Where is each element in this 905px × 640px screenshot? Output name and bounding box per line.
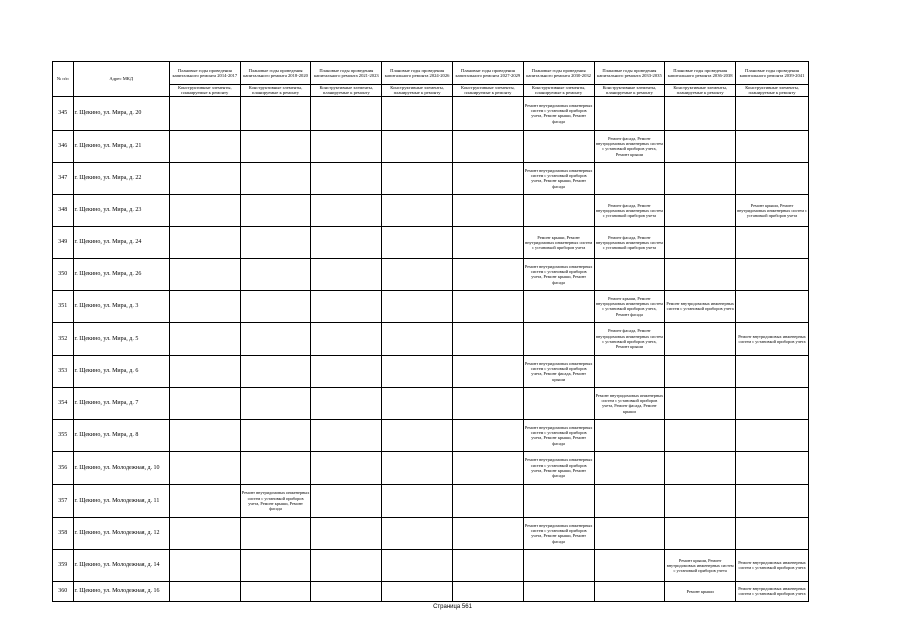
repair-cell: [523, 549, 594, 581]
repair-cell: Ремонт внутридомовых инженерных систем с установкой приборов учета, Ремонт крыши, Ремонт фасада: [240, 484, 311, 517]
row-number: 351: [53, 290, 74, 322]
header-subtitle: Конструктивные элементы, планируемые к ремонту: [594, 85, 665, 97]
repair-cell: Ремонт внутридомовых инженерных систем с установкой приборов учета, Ремонт фасада, Ремонт крыши: [594, 387, 665, 419]
repair-cell: [311, 226, 382, 258]
repair-cell: [665, 451, 736, 484]
header-subtitle: Конструктивные элементы, планируемые к ремонту: [665, 85, 736, 97]
repair-cell: [452, 290, 523, 322]
repair-cell: [665, 484, 736, 517]
repair-cell: Ремонт фасада, Ремонт внутридомовых инженерных систем с установкой приборов учета, Ремонт крыши: [594, 322, 665, 355]
header-period: Плановые годы проведения капитального ремонта 2027-2029: [452, 62, 523, 85]
page-number: Страница 561: [433, 604, 472, 610]
repair-cell: [452, 322, 523, 355]
header-subtitle: Конструктивные элементы, планируемые к ремонту: [452, 85, 523, 97]
repair-cell: [311, 130, 382, 162]
repair-cell: [382, 130, 453, 162]
repair-cell: [736, 226, 809, 258]
repair-cell: [311, 322, 382, 355]
repair-cell: [452, 484, 523, 517]
row-address: г. Щекино, ул. Молодежная, д. 14: [73, 549, 169, 581]
repair-cell: [382, 290, 453, 322]
row-number: 346: [53, 130, 74, 162]
repair-cell: [665, 226, 736, 258]
repair-cell: [240, 194, 311, 226]
repair-cell: Ремонт внутридомовых инженерных систем с установкой приборов учета, Ремонт крыши, Ремонт фасада: [523, 96, 594, 130]
repair-cell: [382, 355, 453, 387]
repair-cell: [665, 355, 736, 387]
repair-cell: Ремонт внутридомовых инженерных систем с установкой приборов учета, Ремонт крыши, Ремонт фасада: [523, 517, 594, 549]
repair-cell: Ремонт крыши: [665, 581, 736, 601]
repair-cell: [382, 581, 453, 601]
repair-cell: Ремонт внутридомовых инженерных систем с установкой приборов учета, Ремонт крыши, Ремонт фасада: [523, 419, 594, 451]
repair-cell: [169, 130, 240, 162]
repair-cell: Ремонт крыши, Ремонт внутридомовых инженерных систем с установкой приборов учета: [523, 226, 594, 258]
row-address: г. Щекино, ул. Мира, д. 5: [73, 322, 169, 355]
repair-cell: [382, 517, 453, 549]
table-row: [53, 194, 809, 226]
capital-repair-table: [52, 61, 809, 602]
repair-cell: [169, 322, 240, 355]
repair-cell: [452, 419, 523, 451]
repair-cell: [452, 226, 523, 258]
row-number: 354: [53, 387, 74, 419]
row-number: 350: [53, 258, 74, 290]
repair-cell: Ремонт внутридомовых инженерных систем с установкой приборов учета, Ремонт крыши, Ремонт фасада: [523, 258, 594, 290]
repair-cell: [452, 194, 523, 226]
row-number: 352: [53, 322, 74, 355]
repair-cell: Ремонт внутридомовых инженерных систем с установкой приборов учета: [736, 581, 809, 601]
header-subtitle: Конструктивные элементы, планируемые к ремонту: [382, 85, 453, 97]
repair-cell: [594, 162, 665, 194]
repair-cell: [523, 322, 594, 355]
repair-cell: [382, 387, 453, 419]
repair-cell: [736, 162, 809, 194]
repair-cell: Ремонт крыши, Ремонт внутридомовых инженерных систем с установкой приборов учета: [665, 549, 736, 581]
repair-cell: [665, 419, 736, 451]
repair-cell: [736, 517, 809, 549]
header-subtitle: Конструктивные элементы, планируемые к ремонту: [523, 85, 594, 97]
repair-cell: Ремонт фасада, Ремонт внутридомовых инженерных систем с установкой приборов учета: [594, 226, 665, 258]
row-address: г. Щекино, ул. Молодежная, д. 16: [73, 581, 169, 601]
header-address: Адрес МКД: [73, 62, 169, 97]
repair-cell: [311, 355, 382, 387]
repair-cell: [665, 96, 736, 130]
repair-cell: [240, 419, 311, 451]
table-row: [53, 581, 809, 601]
repair-cell: [240, 549, 311, 581]
repair-cell: [382, 322, 453, 355]
repair-cell: [311, 451, 382, 484]
repair-cell: [311, 162, 382, 194]
row-number: 353: [53, 355, 74, 387]
repair-cell: [311, 96, 382, 130]
repair-cell: [452, 355, 523, 387]
repair-cell: [736, 355, 809, 387]
table-row: [53, 387, 809, 419]
row-address: г. Щекино, ул. Мира, д. 22: [73, 162, 169, 194]
repair-cell: [665, 130, 736, 162]
repair-cell: [382, 162, 453, 194]
repair-cell: [169, 451, 240, 484]
repair-cell: [736, 290, 809, 322]
repair-cell: Ремонт внутридомовых инженерных систем с установкой приборов учета, Ремонт фасада, Ремонт крыши: [523, 355, 594, 387]
repair-cell: [240, 162, 311, 194]
table-row: [53, 226, 809, 258]
repair-cell: [311, 258, 382, 290]
repair-cell: [594, 451, 665, 484]
repair-cell: Ремонт внутридомовых инженерных систем с установкой приборов учета, Ремонт крыши, Ремонт фасада: [523, 451, 594, 484]
row-address: г. Щекино, ул. Мира, д. 7: [73, 387, 169, 419]
repair-cell: [594, 419, 665, 451]
header-period: Плановые годы проведения капитального ремонта 2033-2035: [594, 62, 665, 85]
repair-cell: [452, 162, 523, 194]
table-row: [53, 290, 809, 322]
row-number: 356: [53, 451, 74, 484]
header-period: Плановые годы проведения капитального ремонта 2030-2032: [523, 62, 594, 85]
row-address: г. Щекино, ул. Мира, д. 20: [73, 96, 169, 130]
row-address: г. Щекино, ул. Молодежная, д. 11: [73, 484, 169, 517]
repair-cell: [311, 387, 382, 419]
repair-cell: [523, 130, 594, 162]
header-period: Плановые годы проведения капитального ремонта 2018-2020: [240, 62, 311, 85]
repair-cell: [169, 549, 240, 581]
repair-cell: [452, 517, 523, 549]
header-subtitle: Конструктивные элементы, планируемые к ремонту: [311, 85, 382, 97]
repair-cell: [736, 387, 809, 419]
row-number: 347: [53, 162, 74, 194]
row-number: 358: [53, 517, 74, 549]
repair-cell: [736, 484, 809, 517]
repair-cell: [169, 162, 240, 194]
repair-cell: [382, 549, 453, 581]
table-row: [53, 258, 809, 290]
repair-cell: [665, 194, 736, 226]
repair-cell: [240, 355, 311, 387]
repair-cell: [523, 484, 594, 517]
repair-cell: [240, 581, 311, 601]
table-row: [53, 484, 809, 517]
row-address: г. Щекино, ул. Мира, д. 24: [73, 226, 169, 258]
header-period: Плановые годы проведения капитального ремонта 2039-2041: [736, 62, 809, 85]
repair-cell: [240, 130, 311, 162]
repair-cell: [665, 162, 736, 194]
row-number: 355: [53, 419, 74, 451]
repair-cell: [452, 549, 523, 581]
repair-cell: [594, 355, 665, 387]
row-address: г. Щекино, ул. Мира, д. 3: [73, 290, 169, 322]
repair-cell: Ремонт внутридомовых инженерных систем с установкой приборов учета: [665, 290, 736, 322]
repair-cell: [311, 290, 382, 322]
repair-cell: [594, 258, 665, 290]
repair-cell: [240, 290, 311, 322]
header-number: № п/п: [53, 62, 74, 97]
row-number: 357: [53, 484, 74, 517]
repair-cell: [382, 226, 453, 258]
repair-cell: [523, 581, 594, 601]
table-row: [53, 419, 809, 451]
repair-cell: [452, 451, 523, 484]
repair-cell: [594, 549, 665, 581]
row-number: 349: [53, 226, 74, 258]
repair-cell: [736, 451, 809, 484]
repair-cell: [169, 226, 240, 258]
repair-cell: [169, 258, 240, 290]
repair-cell: [311, 194, 382, 226]
table-row: [53, 355, 809, 387]
repair-cell: [665, 387, 736, 419]
repair-cell: [169, 484, 240, 517]
repair-cell: [169, 96, 240, 130]
table-row: [53, 162, 809, 194]
repair-cell: Ремонт внутридомовых инженерных систем с установкой приборов учета: [736, 322, 809, 355]
header-period: Плановые годы проведения капитального ремонта 2024-2026: [382, 62, 453, 85]
table-row: [53, 130, 809, 162]
repair-cell: [523, 387, 594, 419]
repair-cell: [169, 387, 240, 419]
repair-cell: [382, 194, 453, 226]
row-number: 360: [53, 581, 74, 601]
repair-cell: [169, 419, 240, 451]
repair-cell: [311, 581, 382, 601]
table-row: [53, 322, 809, 355]
repair-cell: [240, 451, 311, 484]
repair-cell: [382, 258, 453, 290]
repair-cell: [169, 581, 240, 601]
repair-cell: [736, 130, 809, 162]
header-subtitle: Конструктивные элементы, планируемые к ремонту: [169, 85, 240, 97]
row-address: г. Щекино, ул. Мира, д. 26: [73, 258, 169, 290]
repair-cell: [736, 419, 809, 451]
row-address: г. Щекино, ул. Мира, д. 6: [73, 355, 169, 387]
repair-cell: [240, 96, 311, 130]
table-row: [53, 451, 809, 484]
table-row: [53, 549, 809, 581]
repair-cell: [523, 194, 594, 226]
repair-cell: [240, 322, 311, 355]
header-subtitle: Конструктивные элементы, планируемые к ремонту: [240, 85, 311, 97]
repair-cell: [594, 517, 665, 549]
repair-cell: [665, 322, 736, 355]
repair-cell: [452, 96, 523, 130]
header-subtitle: Конструктивные элементы, планируемые к ремонту: [736, 85, 809, 97]
repair-cell: [169, 194, 240, 226]
repair-cell: [452, 581, 523, 601]
repair-cell: [311, 549, 382, 581]
repair-cell: [240, 258, 311, 290]
repair-cell: [311, 419, 382, 451]
repair-cell: [594, 484, 665, 517]
header-period: Плановые годы проведения капитального ремонта 2036-2038: [665, 62, 736, 85]
repair-cell: [382, 96, 453, 130]
row-number: 359: [53, 549, 74, 581]
repair-cell: [665, 517, 736, 549]
repair-cell: Ремонт внутридомовых инженерных систем с установкой приборов учета, Ремонт крыши, Ремонт фасада: [523, 162, 594, 194]
repair-cell: [736, 258, 809, 290]
row-address: г. Щекино, ул. Молодежная, д. 12: [73, 517, 169, 549]
repair-cell: [382, 451, 453, 484]
repair-cell: [382, 419, 453, 451]
repair-cell: [240, 517, 311, 549]
repair-cell: [169, 290, 240, 322]
repair-cell: [169, 355, 240, 387]
repair-cell: Ремонт фасада, Ремонт внутридомовых инженерных систем с установкой приборов учета, Ремонт крыши: [594, 130, 665, 162]
row-address: г. Щекино, ул. Молодежная, д. 10: [73, 451, 169, 484]
repair-cell: [452, 387, 523, 419]
repair-cell: [240, 387, 311, 419]
header-period: Плановые годы проведения капитального ремонта 2014-2017: [169, 62, 240, 85]
repair-cell: Ремонт крыши, Ремонт внутридомовых инженерных систем с установкой приборов учета, Ремонт фасада: [594, 290, 665, 322]
repair-cell: Ремонт фасада, Ремонт внутридомовых инженерных систем с установкой приборов учета: [594, 194, 665, 226]
repair-cell: [311, 517, 382, 549]
repair-cell: Ремонт внутридомовых инженерных систем с установкой приборов учета: [736, 549, 809, 581]
repair-cell: [452, 258, 523, 290]
row-address: г. Щекино, ул. Мира, д. 8: [73, 419, 169, 451]
repair-cell: [240, 226, 311, 258]
header-period: Плановые годы проведения капитального ремонта 2021-2023: [311, 62, 382, 85]
row-address: г. Щекино, ул. Мира, д. 21: [73, 130, 169, 162]
table-row: [53, 96, 809, 130]
row-address: г. Щекино, ул. Мира, д. 23: [73, 194, 169, 226]
repair-cell: [523, 290, 594, 322]
repair-cell: [665, 258, 736, 290]
repair-cell: [311, 484, 382, 517]
repair-cell: [594, 96, 665, 130]
row-number: 348: [53, 194, 74, 226]
repair-cell: [452, 130, 523, 162]
row-number: 345: [53, 96, 74, 130]
repair-cell: [736, 96, 809, 130]
table-row: [53, 517, 809, 549]
repair-cell: Ремонт крыши, Ремонт внутридомовых инженерных систем с установкой приборов учета: [736, 194, 809, 226]
repair-cell: [382, 484, 453, 517]
repair-cell: [169, 517, 240, 549]
repair-cell: [594, 581, 665, 601]
